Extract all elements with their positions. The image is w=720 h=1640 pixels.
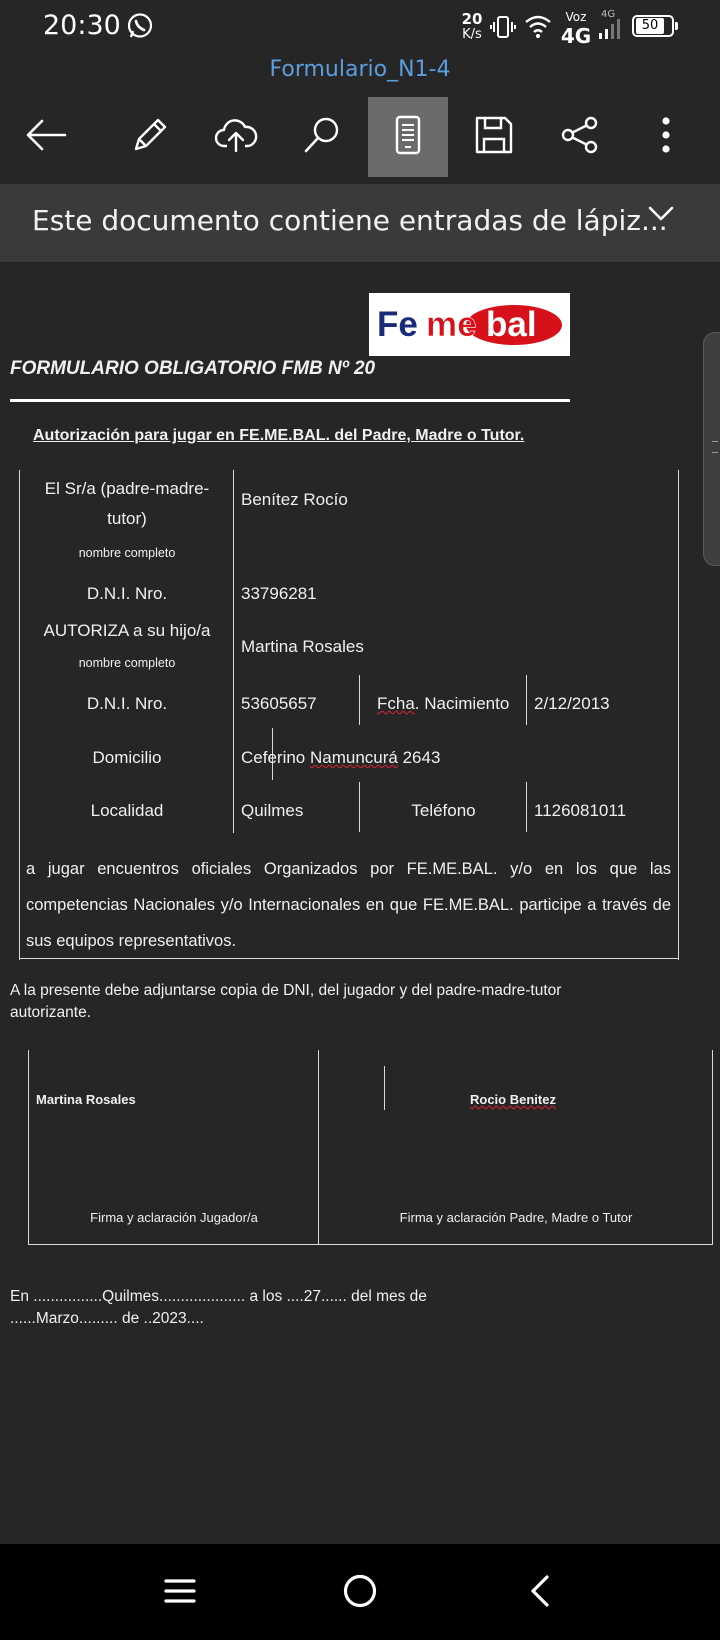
vibrate-icon: [490, 14, 516, 44]
search-button[interactable]: [282, 97, 362, 177]
share-button[interactable]: [540, 97, 620, 177]
title-rule: [10, 399, 570, 402]
authorization-heading: Autorización para jugar en FE.ME.BAL. del Padre, Madre o Tutor.: [33, 427, 525, 444]
authorization-paragraph: a jugar encuentros oficiales Organizados por FE.ME.BAL. y/o en los que las competencias Nacionales y/o Internacionales en que FE.ME.BAL. participe a través de sus equipos representativos.: [26, 860, 671, 950]
net-speed: 20 K/s: [461, 10, 483, 42]
parent-dni-value: 33796281: [241, 584, 317, 603]
parent-dni-label: D.N.I. Nro.: [86, 584, 168, 603]
player-signature-caption: Firma y aclaración Jugador/a: [90, 1210, 258, 1225]
svg-text:me: me: [426, 305, 477, 344]
child-name-note: nombre completo: [78, 656, 176, 670]
recents-button[interactable]: [145, 1568, 215, 1618]
home-button[interactable]: [325, 1568, 395, 1618]
child-dni-value: 53605657: [241, 694, 317, 713]
child-label: AUTORIZA a su hijo/a: [43, 621, 211, 640]
parent-signature-name: Rocio Benitez: [470, 1092, 556, 1107]
pencil-icon: [130, 115, 170, 159]
city-label: Localidad: [90, 801, 164, 820]
status-bar: [0, 0, 720, 55]
status-time: 20:30: [43, 10, 121, 41]
reading-view-icon: [393, 115, 423, 159]
back-icon: [529, 1574, 551, 1612]
more-options-icon: [661, 116, 671, 158]
birth-date-value: 2/12/2013: [534, 694, 610, 713]
signal-icon: [598, 18, 624, 44]
place-date-line2: ......Marzo......... de ..2023....: [10, 1310, 204, 1327]
place-date-line1: En ................Quilmes.................... a los ....27...... del mes de: [10, 1288, 427, 1305]
reading-view-button[interactable]: [368, 97, 448, 177]
place-date: [10, 1286, 427, 1330]
home-icon: [342, 1573, 378, 1613]
birth-date-label: Fcha. Nacimiento: [377, 694, 510, 713]
parent-signature-caption: Firma y aclaración Padre, Madre o Tutor: [399, 1210, 633, 1225]
back-button[interactable]: [6, 97, 86, 177]
address-label: Domicilio: [92, 748, 162, 767]
child-name-value: Martina Rosales: [241, 637, 364, 656]
address-value: Ceferino Namuncurá 2643: [241, 748, 441, 767]
upload-button[interactable]: [196, 97, 276, 177]
more-options-button[interactable]: [626, 97, 706, 177]
network-type: Voz 4G: [560, 10, 592, 48]
chevron-down-icon[interactable]: [648, 206, 674, 226]
wifi-icon: [524, 13, 552, 43]
menu-icon: [164, 1578, 196, 1608]
whatsapp-icon: [126, 12, 154, 44]
parent-name-value: Benítez Rocío: [241, 490, 348, 509]
svg-text:bal: bal: [486, 305, 537, 344]
parent-name-note: nombre completo: [78, 546, 176, 560]
network-type-small: 4G: [601, 9, 616, 20]
phone-value: 1126081011: [534, 801, 627, 820]
save-button[interactable]: [454, 97, 534, 177]
back-nav-button[interactable]: [505, 1568, 575, 1618]
city-value: Quilmes: [241, 801, 304, 820]
form-title: FORMULARIO OBLIGATORIO FMB Nº 20: [10, 358, 376, 379]
femebal-logo: [369, 293, 570, 356]
svg-text:Fe: Fe: [377, 305, 418, 344]
attachment-note: A la presente debe adjuntarse copia de DNI, del jugador y del padre-madre-tutor autorizante.: [10, 982, 562, 1021]
phone-label: Teléfono: [411, 801, 476, 820]
ink-notice-text: Este documento contiene entradas de lápiz...: [32, 204, 668, 237]
battery-icon: [632, 15, 674, 37]
back-arrow-icon: [25, 118, 67, 156]
parent-label: El Sr/a (padre-madre- tutor): [44, 479, 210, 528]
child-dni-label: D.N.I. Nro.: [86, 694, 168, 713]
player-signature-name: Martina Rosales: [36, 1092, 136, 1107]
search-icon: [302, 115, 342, 159]
share-icon: [560, 115, 600, 159]
battery-level: 50: [636, 18, 664, 34]
edit-button[interactable]: [110, 97, 190, 177]
ink-notice-bar[interactable]: [0, 184, 720, 262]
scroll-handle[interactable]: [703, 332, 720, 566]
save-icon: [474, 115, 514, 159]
document-title: Formulario_N1-4: [269, 57, 451, 82]
cloud-upload-icon: [214, 116, 258, 158]
